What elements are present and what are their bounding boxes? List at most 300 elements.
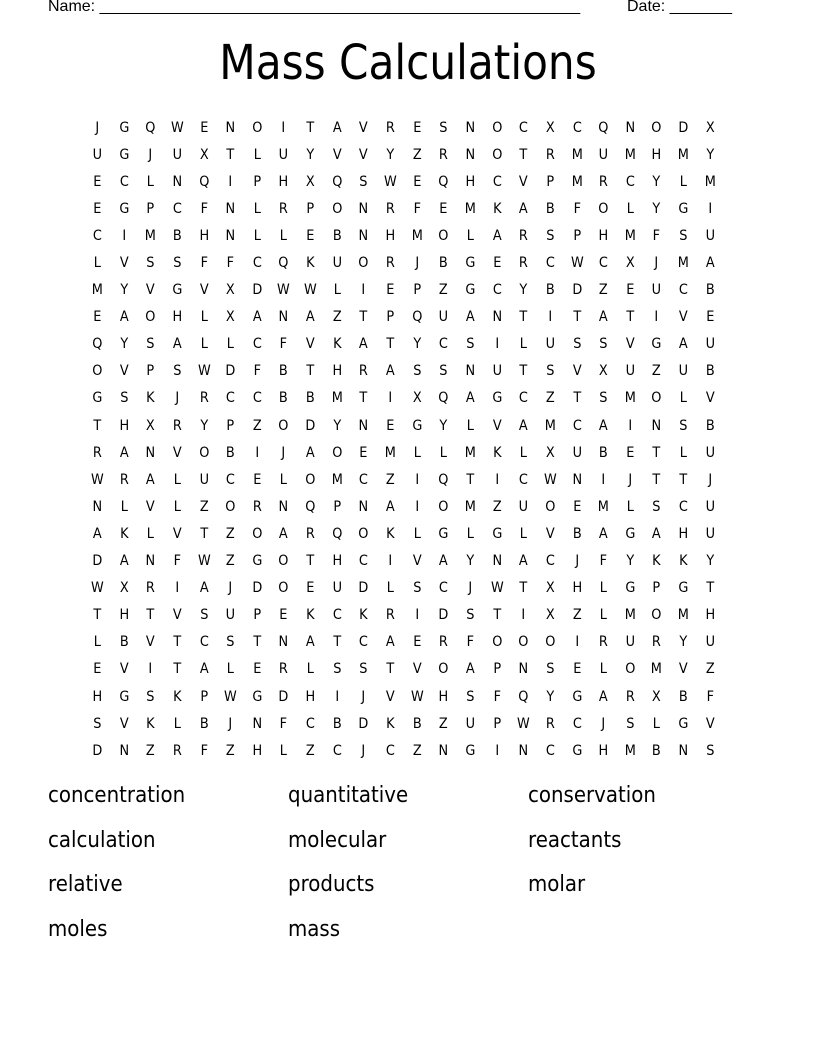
grid-cell[interactable]: C [172, 200, 182, 217]
grid-cell[interactable]: O [225, 498, 236, 515]
grid-cell[interactable]: L [413, 444, 421, 461]
grid-cell[interactable]: A [306, 634, 315, 651]
grid-cell[interactable]: I [148, 661, 153, 678]
grid-cell[interactable]: G [172, 282, 183, 299]
grid-cell[interactable]: V [119, 255, 129, 272]
grid-cell[interactable]: Y [706, 146, 714, 163]
grid-cell[interactable]: C [119, 173, 129, 190]
grid-cell[interactable]: I [281, 119, 286, 136]
grid-cell[interactable]: C [519, 390, 529, 407]
grid-cell[interactable]: A [679, 336, 688, 353]
grid-cell[interactable]: R [625, 688, 635, 705]
grid-cell[interactable]: U [492, 363, 502, 380]
grid-cell[interactable]: C [252, 255, 262, 272]
grid-cell[interactable]: N [225, 227, 236, 244]
grid-cell[interactable]: B [279, 390, 289, 407]
grid-cell[interactable]: G [625, 525, 636, 542]
grid-cell[interactable]: D [252, 580, 263, 597]
grid-cell[interactable]: S [679, 227, 688, 244]
grid-cell[interactable]: C [678, 282, 688, 299]
grid-cell[interactable]: N [278, 498, 289, 515]
grid-cell[interactable]: T [572, 390, 581, 407]
grid-cell[interactable]: Z [412, 146, 422, 163]
grid-cell[interactable]: B [705, 282, 715, 299]
grid-cell[interactable]: J [415, 255, 419, 272]
grid-cell[interactable]: V [385, 688, 395, 705]
grid-cell[interactable]: Q [438, 471, 449, 488]
grid-cell[interactable]: V [412, 553, 422, 570]
grid-cell[interactable]: G [252, 688, 263, 705]
grid-cell[interactable]: E [386, 282, 395, 299]
grid-cell[interactable]: J [468, 580, 473, 597]
grid-cell[interactable]: H [252, 742, 263, 759]
grid-cell[interactable]: U [572, 444, 582, 461]
grid-cell[interactable]: V [492, 417, 502, 434]
grid-cell[interactable]: O [438, 227, 449, 244]
grid-cell[interactable]: S [652, 498, 661, 515]
grid-cell[interactable]: V [679, 661, 688, 678]
grid-cell[interactable]: H [598, 227, 609, 244]
grid-cell[interactable]: R [172, 742, 182, 759]
grid-cell[interactable]: C [359, 553, 369, 570]
grid-cell[interactable]: T [359, 309, 368, 326]
grid-cell[interactable]: M [624, 390, 636, 407]
grid-cell[interactable]: E [253, 471, 262, 488]
grid-cell[interactable]: J [175, 390, 180, 407]
grid-cell[interactable]: J [148, 146, 153, 163]
grid-cell[interactable]: Z [332, 309, 342, 326]
grid-cell[interactable]: L [173, 471, 181, 488]
grid-cell[interactable]: H [598, 742, 609, 759]
grid-cell[interactable]: L [280, 742, 288, 759]
grid-cell[interactable]: V [146, 634, 156, 651]
grid-cell[interactable]: I [415, 471, 419, 488]
grid-cell[interactable]: T [146, 607, 155, 624]
grid-cell[interactable]: G [465, 255, 476, 272]
grid-cell[interactable]: H [332, 363, 342, 380]
grid-cell[interactable]: Z [412, 742, 422, 759]
grid-cell[interactable]: O [358, 525, 369, 542]
grid-cell[interactable]: U [705, 444, 715, 461]
grid-cell[interactable]: S [359, 661, 368, 678]
grid-cell[interactable]: R [279, 200, 289, 217]
grid-cell[interactable]: C [439, 336, 449, 353]
grid-cell[interactable]: F [599, 553, 608, 570]
grid-cell[interactable]: A [252, 309, 262, 326]
grid-cell[interactable]: N [651, 417, 662, 434]
grid-cell[interactable]: X [412, 390, 422, 407]
grid-cell[interactable]: I [521, 607, 526, 624]
grid-cell[interactable]: S [626, 715, 635, 732]
grid-cell[interactable]: N [625, 119, 635, 136]
grid-cell[interactable]: W [383, 173, 397, 190]
grid-cell[interactable]: C [572, 715, 582, 732]
grid-cell[interactable]: E [412, 119, 422, 136]
grid-cell[interactable]: Z [199, 498, 209, 515]
grid-cell[interactable]: B [199, 715, 209, 732]
grid-cell[interactable]: A [332, 119, 342, 136]
grid-cell[interactable]: P [386, 309, 395, 326]
grid-cell[interactable]: M [544, 417, 556, 434]
grid-cell[interactable]: P [146, 200, 155, 217]
grid-cell[interactable]: S [119, 390, 129, 407]
grid-cell[interactable]: N [678, 742, 689, 759]
grid-cell[interactable]: Z [146, 742, 156, 759]
grid-cell[interactable]: L [253, 146, 261, 163]
grid-cell[interactable]: T [519, 580, 528, 597]
grid-cell[interactable]: V [199, 282, 209, 299]
grid-cell[interactable]: C [545, 742, 555, 759]
grid-cell[interactable]: H [278, 173, 289, 190]
grid-cell[interactable]: J [281, 444, 286, 461]
grid-cell[interactable]: T [93, 607, 102, 624]
grid-cell[interactable]: I [388, 553, 393, 570]
grid-cell[interactable]: W [197, 553, 211, 570]
grid-cell[interactable]: L [679, 390, 688, 407]
grid-cell[interactable]: R [599, 634, 608, 651]
grid-cell[interactable]: E [93, 173, 102, 190]
grid-cell[interactable]: X [545, 119, 555, 136]
grid-cell[interactable]: K [492, 200, 502, 217]
grid-cell[interactable]: J [601, 715, 606, 732]
grid-cell[interactable]: K [652, 553, 661, 570]
grid-cell[interactable]: L [200, 336, 208, 353]
grid-cell[interactable]: Y [413, 336, 421, 353]
grid-cell[interactable]: K [306, 255, 315, 272]
grid-cell[interactable]: Q [438, 390, 449, 407]
grid-cell[interactable]: N [119, 742, 129, 759]
grid-cell[interactable]: I [335, 688, 339, 705]
grid-cell[interactable]: X [226, 309, 235, 326]
grid-cell[interactable]: L [253, 200, 261, 217]
grid-cell[interactable]: S [146, 255, 155, 272]
grid-cell[interactable]: Y [626, 553, 635, 570]
grid-cell[interactable]: C [678, 498, 688, 515]
grid-cell[interactable]: U [279, 146, 289, 163]
grid-cell[interactable]: T [519, 363, 528, 380]
grid-cell[interactable]: M [464, 444, 476, 461]
grid-cell[interactable]: Y [706, 553, 714, 570]
grid-cell[interactable]: X [199, 146, 209, 163]
grid-cell[interactable]: N [145, 444, 156, 461]
grid-cell[interactable]: P [493, 715, 501, 732]
grid-cell[interactable]: G [92, 390, 103, 407]
grid-cell[interactable]: B [412, 715, 422, 732]
grid-cell[interactable]: R [359, 363, 369, 380]
grid-cell[interactable]: C [359, 634, 369, 651]
grid-cell[interactable]: O [332, 200, 343, 217]
grid-cell[interactable]: Q [411, 309, 423, 326]
grid-cell[interactable]: U [172, 146, 182, 163]
grid-cell[interactable]: G [491, 390, 502, 407]
grid-cell[interactable]: L [466, 525, 474, 542]
grid-cell[interactable]: B [332, 227, 342, 244]
grid-cell[interactable]: L [93, 255, 101, 272]
grid-cell[interactable]: C [199, 634, 209, 651]
grid-cell[interactable]: M [91, 282, 103, 299]
grid-cell[interactable]: Z [572, 607, 582, 624]
grid-cell[interactable]: Z [545, 390, 555, 407]
grid-cell[interactable]: Q [145, 119, 156, 136]
grid-cell[interactable]: A [279, 525, 289, 542]
grid-cell[interactable]: R [545, 715, 555, 732]
grid-cell[interactable]: H [92, 688, 103, 705]
grid-cell[interactable]: O [332, 444, 343, 461]
grid-cell[interactable]: R [252, 498, 262, 515]
grid-cell[interactable]: M [651, 661, 663, 678]
grid-cell[interactable]: X [545, 607, 555, 624]
grid-cell[interactable]: M [704, 173, 716, 190]
grid-cell[interactable]: G [438, 525, 449, 542]
grid-cell[interactable]: R [305, 525, 315, 542]
grid-cell[interactable]: L [93, 634, 101, 651]
grid-cell[interactable]: S [466, 607, 475, 624]
grid-cell[interactable]: U [705, 525, 715, 542]
grid-cell[interactable]: E [93, 661, 102, 678]
grid-cell[interactable]: M [571, 173, 583, 190]
grid-cell[interactable]: C [332, 607, 342, 624]
grid-cell[interactable]: R [385, 255, 395, 272]
grid-cell[interactable]: P [333, 498, 341, 515]
grid-cell[interactable]: O [625, 661, 636, 678]
grid-cell[interactable]: G [118, 146, 129, 163]
grid-cell[interactable]: W [410, 688, 424, 705]
grid-cell[interactable]: G [571, 742, 582, 759]
grid-cell[interactable]: S [705, 742, 715, 759]
grid-cell[interactable]: K [386, 525, 395, 542]
grid-cell[interactable]: L [147, 525, 155, 542]
grid-cell[interactable]: W [490, 580, 504, 597]
grid-cell[interactable]: T [306, 553, 315, 570]
grid-cell[interactable]: L [519, 444, 528, 461]
grid-cell[interactable]: T [253, 634, 262, 651]
grid-cell[interactable]: W [197, 363, 211, 380]
grid-cell[interactable]: E [492, 255, 502, 272]
grid-cell[interactable]: S [439, 119, 448, 136]
grid-cell[interactable]: S [466, 688, 475, 705]
grid-cell[interactable]: L [599, 661, 608, 678]
grid-cell[interactable]: U [705, 498, 715, 515]
grid-cell[interactable]: O [252, 119, 263, 136]
grid-cell[interactable]: P [253, 173, 262, 190]
grid-cell[interactable]: M [464, 200, 476, 217]
grid-cell[interactable]: Y [546, 688, 555, 705]
grid-cell[interactable]: A [492, 227, 502, 244]
grid-cell[interactable]: G [465, 742, 476, 759]
grid-cell[interactable]: Y [679, 634, 688, 651]
grid-cell[interactable]: Z [705, 661, 715, 678]
grid-cell[interactable]: V [412, 661, 422, 678]
grid-cell[interactable]: K [146, 390, 155, 407]
grid-cell[interactable]: N [465, 146, 476, 163]
grid-cell[interactable]: S [146, 336, 155, 353]
grid-cell[interactable]: K [492, 444, 502, 461]
grid-cell[interactable]: X [625, 255, 635, 272]
grid-cell[interactable]: X [652, 688, 662, 705]
grid-cell[interactable]: F [493, 688, 501, 705]
grid-cell[interactable]: M [145, 227, 157, 244]
grid-cell[interactable]: C [439, 580, 449, 597]
grid-cell[interactable]: C [385, 742, 395, 759]
grid-cell[interactable]: F [200, 200, 208, 217]
grid-cell[interactable]: E [279, 607, 288, 624]
grid-cell[interactable]: E [93, 200, 102, 217]
grid-cell[interactable]: I [175, 580, 180, 597]
grid-cell[interactable]: C [359, 471, 369, 488]
grid-cell[interactable]: G [118, 200, 129, 217]
grid-cell[interactable]: T [679, 471, 688, 488]
date-field-label[interactable]: Date: _______ [627, 0, 732, 15]
grid-cell[interactable]: K [173, 688, 182, 705]
grid-cell[interactable]: D [358, 715, 369, 732]
grid-cell[interactable]: P [652, 580, 661, 597]
grid-cell[interactable]: M [624, 227, 636, 244]
grid-cell[interactable]: Y [652, 173, 661, 190]
grid-cell[interactable]: V [146, 282, 156, 299]
grid-cell[interactable]: X [226, 282, 235, 299]
grid-cell[interactable]: D [225, 363, 236, 380]
grid-cell[interactable]: P [226, 417, 235, 434]
grid-cell[interactable]: E [412, 173, 422, 190]
grid-cell[interactable]: R [439, 146, 449, 163]
grid-cell[interactable]: Q [92, 336, 103, 353]
name-field-label[interactable]: Name: ______________________________________________________ [48, 0, 581, 15]
grid-cell[interactable]: J [95, 119, 100, 136]
grid-cell[interactable]: V [306, 336, 315, 353]
grid-cell[interactable]: F [573, 200, 581, 217]
grid-cell[interactable]: W [277, 282, 291, 299]
grid-cell[interactable]: M [597, 498, 610, 515]
grid-cell[interactable]: V [545, 525, 555, 542]
grid-cell[interactable]: A [385, 498, 395, 515]
grid-cell[interactable]: D [252, 282, 263, 299]
grid-cell[interactable]: O [438, 661, 449, 678]
grid-cell[interactable]: S [572, 336, 581, 353]
grid-cell[interactable]: I [628, 417, 633, 434]
grid-cell[interactable]: C [519, 119, 529, 136]
grid-cell[interactable]: T [652, 444, 661, 461]
grid-cell[interactable]: Z [492, 498, 502, 515]
grid-cell[interactable]: B [678, 688, 688, 705]
grid-cell[interactable]: S [599, 390, 608, 407]
grid-cell[interactable]: R [92, 444, 102, 461]
grid-cell[interactable]: T [466, 471, 475, 488]
grid-cell[interactable]: A [119, 553, 129, 570]
grid-cell[interactable]: F [253, 363, 261, 380]
grid-cell[interactable]: L [599, 607, 608, 624]
grid-cell[interactable]: L [173, 498, 181, 515]
grid-cell[interactable]: M [331, 390, 343, 407]
grid-cell[interactable]: L [306, 661, 315, 678]
grid-cell[interactable]: K [119, 525, 129, 542]
grid-cell[interactable]: C [226, 390, 236, 407]
grid-cell[interactable]: L [173, 715, 181, 732]
grid-cell[interactable]: M [677, 255, 689, 272]
grid-cell[interactable]: T [199, 525, 208, 542]
grid-cell[interactable]: D [92, 553, 103, 570]
grid-cell[interactable]: Z [252, 417, 262, 434]
grid-cell[interactable]: G [651, 336, 662, 353]
grid-cell[interactable]: U [545, 336, 555, 353]
grid-cell[interactable]: A [119, 444, 129, 461]
grid-cell[interactable]: N [225, 200, 236, 217]
grid-cell[interactable]: T [652, 471, 661, 488]
grid-cell[interactable]: H [172, 309, 183, 326]
grid-cell[interactable]: R [599, 173, 608, 190]
grid-cell[interactable]: U [465, 715, 475, 732]
grid-cell[interactable]: D [358, 580, 369, 597]
grid-cell[interactable]: P [306, 200, 315, 217]
grid-cell[interactable]: V [172, 444, 182, 461]
grid-cell[interactable]: A [172, 336, 182, 353]
grid-cell[interactable]: P [253, 607, 262, 624]
grid-cell[interactable]: L [626, 498, 634, 515]
grid-cell[interactable]: A [599, 309, 608, 326]
grid-cell[interactable]: C [519, 471, 529, 488]
grid-cell[interactable]: S [412, 580, 422, 597]
grid-cell[interactable]: J [574, 553, 579, 570]
grid-cell[interactable]: V [119, 363, 129, 380]
grid-cell[interactable]: E [359, 444, 368, 461]
grid-cell[interactable]: J [228, 715, 233, 732]
grid-cell[interactable]: T [226, 146, 235, 163]
grid-cell[interactable]: A [465, 661, 475, 678]
grid-cell[interactable]: N [518, 661, 529, 678]
grid-cell[interactable]: I [361, 282, 366, 299]
grid-cell[interactable]: H [572, 580, 582, 597]
grid-cell[interactable]: F [653, 227, 661, 244]
grid-cell[interactable]: L [253, 227, 261, 244]
grid-cell[interactable]: U [705, 336, 715, 353]
grid-cell[interactable]: M [464, 498, 476, 515]
grid-cell[interactable]: C [252, 390, 262, 407]
grid-cell[interactable]: E [626, 282, 635, 299]
grid-cell[interactable]: K [332, 336, 342, 353]
grid-cell[interactable]: N [572, 471, 582, 488]
grid-cell[interactable]: N [92, 498, 103, 515]
grid-cell[interactable]: M [624, 607, 636, 624]
grid-cell[interactable]: A [146, 471, 156, 488]
grid-cell[interactable]: C [545, 553, 555, 570]
grid-cell[interactable]: X [705, 119, 715, 136]
grid-cell[interactable]: L [147, 173, 155, 190]
grid-cell[interactable]: U [705, 227, 715, 244]
grid-cell[interactable]: Q [278, 255, 289, 272]
grid-cell[interactable]: O [278, 553, 289, 570]
grid-cell[interactable]: O [145, 309, 156, 326]
grid-cell[interactable]: Z [599, 282, 608, 299]
grid-cell[interactable]: S [173, 255, 182, 272]
grid-cell[interactable]: P [199, 688, 208, 705]
grid-cell[interactable]: X [599, 363, 608, 380]
grid-cell[interactable]: O [438, 498, 449, 515]
grid-cell[interactable]: H [438, 688, 449, 705]
grid-cell[interactable]: E [199, 119, 208, 136]
grid-cell[interactable]: R [385, 607, 395, 624]
grid-cell[interactable]: C [598, 255, 608, 272]
grid-cell[interactable]: G [252, 553, 263, 570]
grid-cell[interactable]: V [519, 173, 528, 190]
grid-cell[interactable]: H [651, 146, 662, 163]
grid-cell[interactable]: P [413, 282, 421, 299]
grid-cell[interactable]: U [598, 146, 609, 163]
grid-cell[interactable]: D [571, 282, 582, 299]
grid-cell[interactable]: N [438, 742, 449, 759]
grid-cell[interactable]: Q [598, 119, 609, 136]
grid-cell[interactable]: U [225, 607, 236, 624]
grid-cell[interactable]: Q [305, 498, 316, 515]
grid-cell[interactable]: K [359, 607, 368, 624]
